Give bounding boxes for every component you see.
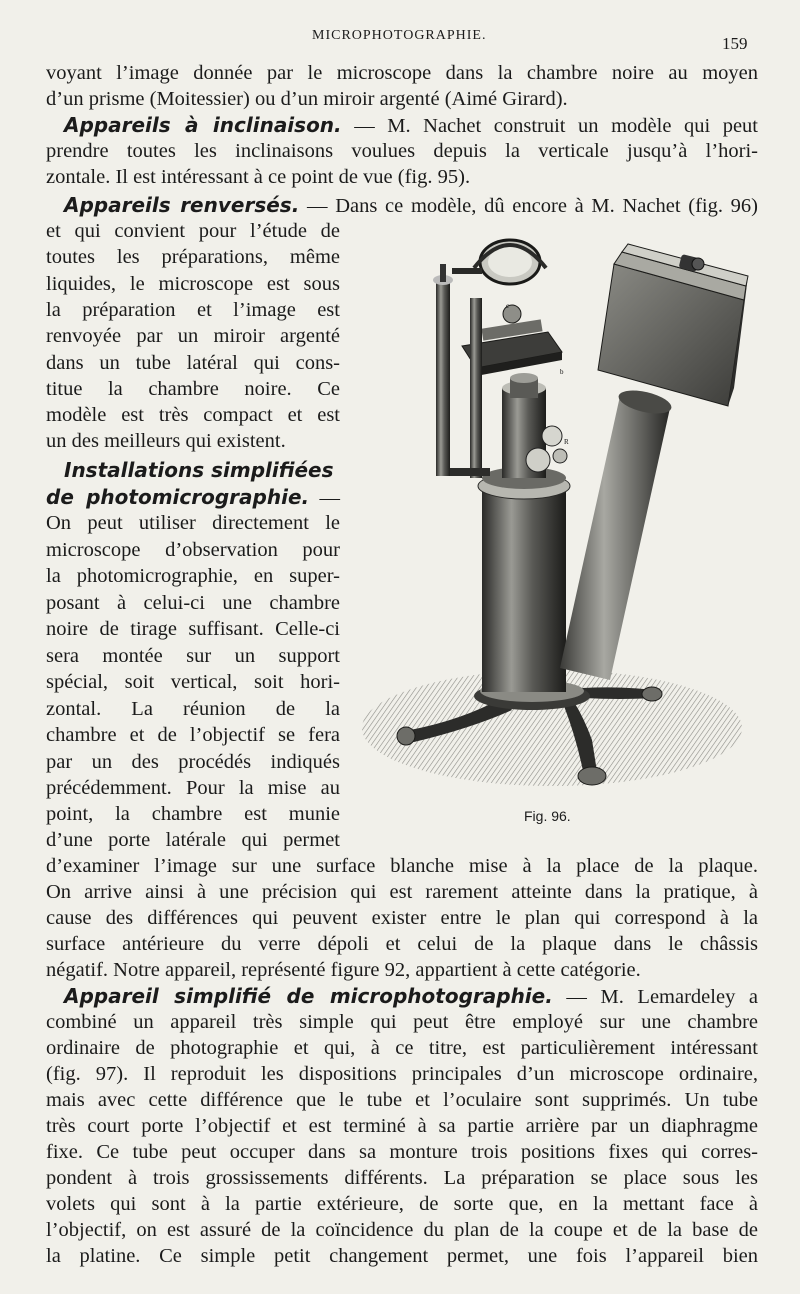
- text-line: la préparation et l’image est: [46, 299, 340, 321]
- text-line: titue la chambre noire. Ce: [46, 378, 340, 400]
- text-line: cause des différences qui peuvent exister entre le plan qui correspond à la: [46, 907, 758, 929]
- section-heading-line: Appareils à inclinaison. — M. Nachet construit un modèle qui peut: [64, 113, 758, 137]
- running-head: [0, 26, 800, 53]
- text-line: pondent à trois grossissements différents. La préparation se place sous les: [46, 1167, 758, 1189]
- text-line: précédemment. Pour la mise au: [46, 777, 340, 799]
- text-line: prendre toutes les inclinaisons voulues depuis la verticale jusqu’à l’hori-: [46, 140, 758, 162]
- section-heading-line: de photomicrographie. —: [46, 485, 340, 509]
- figure-96: [352, 228, 784, 800]
- text-line: négatif. Notre appareil, représenté figure 92, appartient à cette catégorie.: [46, 959, 641, 981]
- text-line: d’une porte latérale qui permet: [46, 829, 340, 851]
- text-line: volets qui sont à la partie extérieure, de sorte que, en la mettant face à: [46, 1193, 758, 1215]
- text-line: mais avec cette différence que le tube et l’oculaire sont supprimés. Un tube: [46, 1089, 758, 1111]
- section-heading: Appareils à inclinaison.: [64, 113, 342, 137]
- text-line: microscope d’observation pour: [46, 539, 340, 561]
- page-number: 159: [722, 34, 748, 53]
- microscope-engraving: [352, 228, 784, 800]
- text-line: zontale. Il est intéressant à ce point de vue (fig. 95).: [46, 166, 471, 188]
- text-line: combiné un appareil très simple qui peut être employé sur une chambre: [46, 1011, 758, 1033]
- text-line: par un des procédés indiqués: [46, 751, 340, 773]
- text-line: ordinaire de photographie et qui, à ce titre, est particulièrement intéressant: [46, 1037, 758, 1059]
- text-line: point, la chambre est munie: [46, 803, 340, 825]
- text-line: liquides, le microscope est sous: [46, 273, 340, 295]
- text-line: un des meilleurs qui existent.: [46, 430, 286, 452]
- text-line: surface antérieure du verre dépoli et celui de la plaque dans le châssis: [46, 933, 758, 955]
- text-line: On peut utiliser directement le: [46, 512, 340, 534]
- text-line: dans un tube latéral qui cons-: [46, 352, 340, 374]
- section-heading-line: Appareil simplifié de microphotographie. — M. Lemardeley a: [64, 984, 758, 1008]
- section-heading-line: [64, 457, 340, 483]
- text-line: (fig. 97). Il reproduit les dispositions principales d’un microscope ordinaire,: [46, 1063, 758, 1085]
- svg-text:b: b: [560, 368, 564, 376]
- text-line: la platine. Ce simple petit changement permet, une fois l’appareil bien: [46, 1245, 758, 1267]
- section-heading: de photomicrographie.: [46, 485, 310, 509]
- text-line: spécial, soit vertical, soit hori-: [46, 671, 340, 693]
- text-line: posant à celui-ci une chambre: [46, 592, 340, 614]
- text-line: fixe. Ce tube peut occuper dans sa monture trois positions fixes qui corres-: [46, 1141, 758, 1163]
- text-line: d’un prisme (Moitessier) ou d’un miroir argenté (Aimé Girard).: [46, 88, 568, 110]
- text-line: modèle est très compact et est: [46, 404, 340, 426]
- svg-text:R: R: [564, 438, 569, 446]
- section-heading: Appareil simplifié de microphotographie.: [64, 984, 553, 1008]
- text-line: On arrive ainsi à une précision qui est rarement atteinte dans la pratique, à: [46, 881, 758, 903]
- figure-caption: Fig. 96.: [524, 808, 571, 824]
- running-title: MICROPHOTOGRAPHIE.: [312, 28, 487, 43]
- text-line: noire de tirage suffisant. Celle-ci: [46, 618, 340, 640]
- text-line: renvoyée par un miroir argenté: [46, 325, 340, 347]
- section-heading-line: Appareils renversés. — Dans ce modèle, dû encore à M. Nachet (fig. 96): [64, 193, 758, 217]
- svg-text:c: c: [506, 302, 510, 310]
- section-heading: Installations simplifiées: [64, 458, 334, 482]
- text-line: voyant l’image donnée par le microscope dans la chambre noire au moyen: [46, 62, 758, 84]
- text-line: très court porte l’objectif et est terminé à sa partie arrière par un diaphragme: [46, 1115, 758, 1137]
- text-line: chambre et de l’objectif se fera: [46, 724, 340, 746]
- text-line: sera montée sur un support: [46, 645, 340, 667]
- section-heading: Appareils renversés.: [64, 193, 300, 217]
- text-line: d’examiner l’image sur une surface blanche mise à la place de la plaque.: [46, 855, 758, 877]
- text-line: toutes les préparations, même: [46, 246, 340, 268]
- text-line: l’objectif, on est assuré de la coïncidence du plan de la coupe et de la base de: [46, 1219, 758, 1241]
- text-line: la photomicrographie, en super-: [46, 565, 340, 587]
- text-line: zontal. La réunion de la: [46, 698, 340, 720]
- text-line: et qui convient pour l’étude de: [46, 220, 340, 242]
